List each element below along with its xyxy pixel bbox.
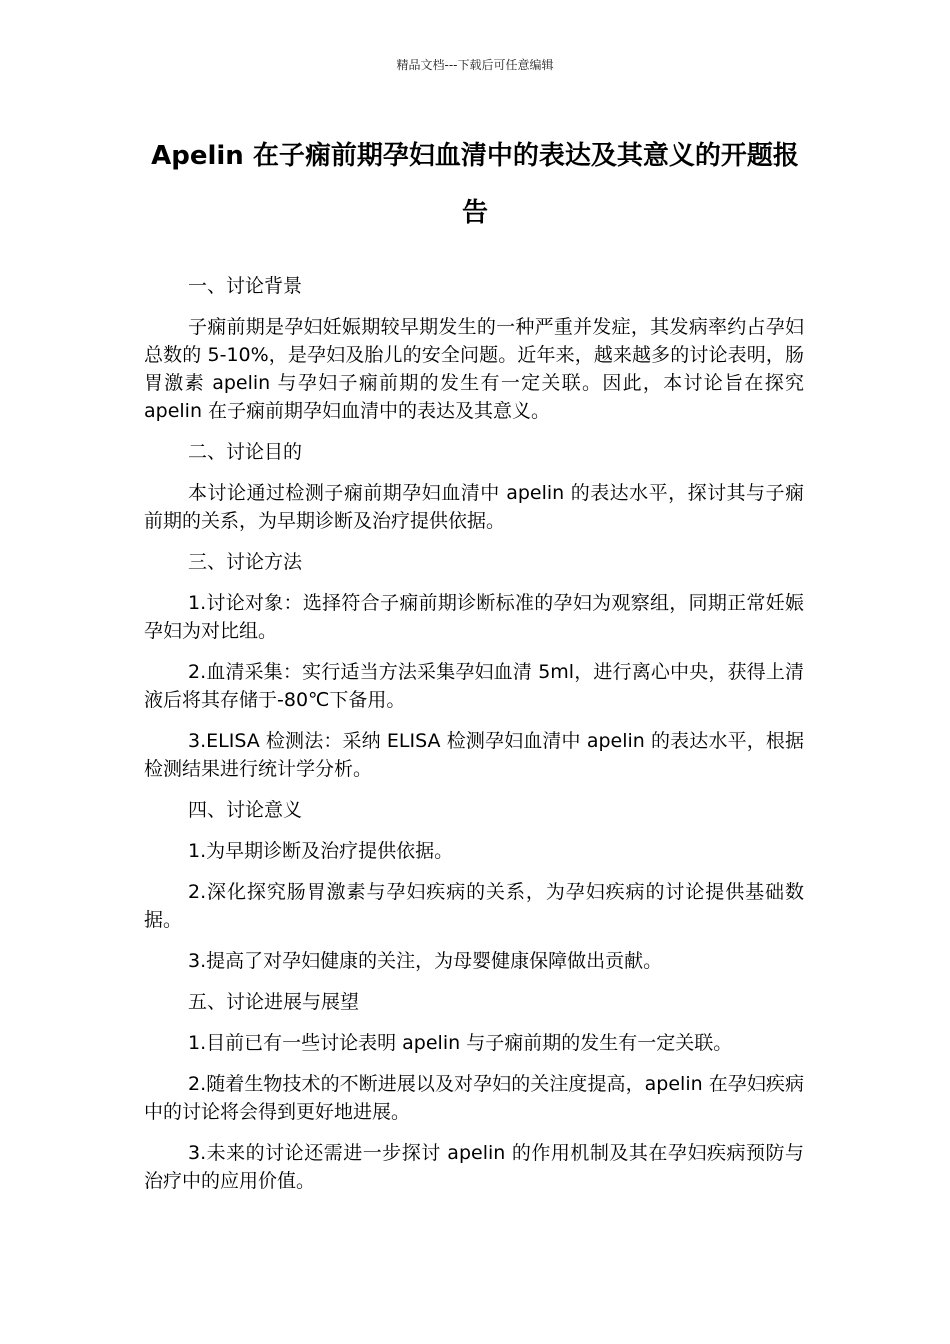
paragraph: 3.提高了对孕妇健康的关注，为母婴健康保障做出贡献。 — [188, 950, 663, 972]
section-heading: 二、讨论目的 — [188, 441, 303, 463]
paragraph: 本讨论通过检测子痫前期孕妇血清中 apelin 的表达水平，探讨其与子痫前期的关系，为早期诊断及治疗提供依据。 — [144, 482, 804, 532]
paragraph: 1.讨论对象：选择符合子痫前期诊断标准的孕妇为观察组，同期正常妊娠孕妇为对比组。 — [144, 592, 804, 642]
section-methods — [144, 548, 804, 783]
paragraph: 2.深化探究肠胃激素与孕妇疾病的关系，为孕妇疾病的讨论提供基础数据。 — [144, 881, 804, 931]
section-heading: 五、讨论进展与展望 — [188, 991, 360, 1013]
section-heading: 四、讨论意义 — [188, 799, 303, 821]
paragraph: 1.为早期诊断及治疗提供依据。 — [188, 840, 454, 862]
paragraph: 1.目前已有一些讨论表明 apelin 与子痫前期的发生有一定关联。 — [188, 1032, 733, 1054]
section-purpose — [144, 438, 804, 535]
section-significance — [144, 796, 804, 975]
paragraph: 3.ELISA 检测法：采纳 ELISA 检测孕妇血清中 apelin 的表达水平，根据检测结果进行统计学分析。 — [144, 730, 804, 780]
paragraph: 2.血清采集：实行适当方法采集孕妇血清 5ml，进行离心中央，获得上清液后将其存储于-80℃下备用。 — [144, 661, 804, 711]
paragraph: 2.随着生物技术的不断进展以及对孕妇的关注度提高，apelin 在孕妇疾病中的讨论将会得到更好地进展。 — [144, 1073, 804, 1123]
section-heading: 一、讨论背景 — [188, 275, 303, 297]
paragraph: 子痫前期是孕妇妊娠期较早期发生的一种严重并发症，其发病率约占孕妇总数的 5-10%，是孕妇及胎儿的安全问题。近年来，越来越多的讨论表明，肠胃激素 apelin 与孕妇子痫前期的发生有一定关联。因此，本讨论旨在探究 apelin 在子痫前期孕妇血清中的表达及其意义。 — [144, 316, 804, 422]
section-background — [144, 272, 804, 425]
header-note: 精品文档---下载后可任意编辑 — [396, 58, 554, 72]
section-progress-outlook — [144, 988, 804, 1195]
document-body — [144, 272, 804, 1208]
document-title: Apelin 在子痫前期孕妇血清中的表达及其意义的开题报告 — [151, 141, 799, 228]
section-heading: 三、讨论方法 — [188, 551, 303, 573]
paragraph: 3.未来的讨论还需进一步探讨 apelin 的作用机制及其在孕妇疾病预防与治疗中的应用价值。 — [144, 1142, 804, 1192]
